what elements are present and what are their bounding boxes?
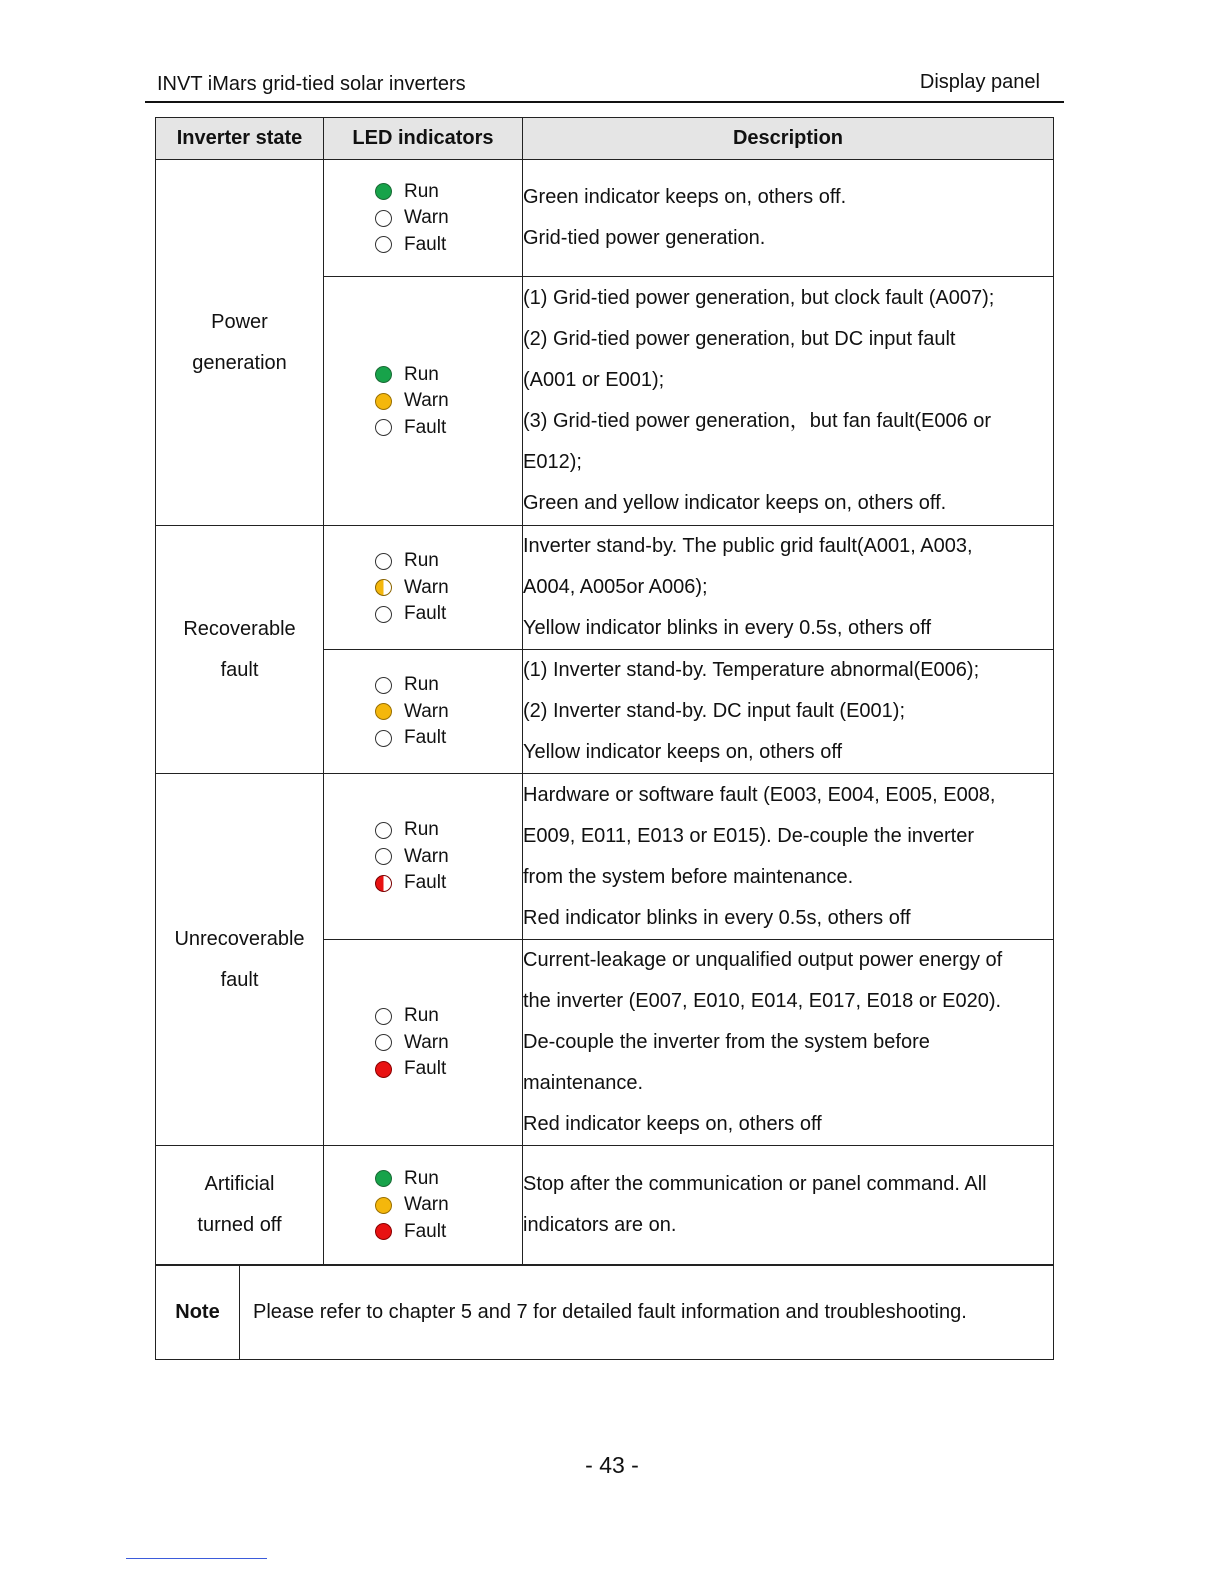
led-fault bbox=[375, 1218, 471, 1245]
led-label: Warn bbox=[404, 207, 449, 228]
description-line: Inverter stand-by. The public grid fault(A001, A003, bbox=[523, 535, 973, 557]
led-run-icon bbox=[375, 822, 392, 839]
description-line: Grid-tied power generation. bbox=[523, 227, 766, 249]
description-line: Green and yellow indicator keeps on, others off. bbox=[523, 492, 947, 514]
led-label: Warn bbox=[404, 1031, 449, 1053]
led-warn-icon bbox=[375, 579, 392, 596]
description-line: (1) Inverter stand-by. Temperature abnormal(E006); bbox=[523, 659, 980, 681]
led-warn bbox=[375, 1029, 471, 1056]
state-line: fault bbox=[220, 968, 259, 991]
led-label: Fault bbox=[404, 416, 447, 438]
description-cell bbox=[523, 650, 1054, 774]
description-cell bbox=[523, 277, 1054, 526]
state-line: Recoverable bbox=[183, 617, 296, 640]
led-fault bbox=[375, 601, 471, 628]
header-led-indicators: LED indicators bbox=[324, 118, 523, 160]
led-label: Run bbox=[404, 180, 439, 202]
description-cell bbox=[523, 160, 1054, 277]
description-line: Stop after the communication or panel command. All bbox=[523, 1173, 987, 1195]
description-line: (3) Grid-tied power generation，but fan fault(E006 or bbox=[523, 410, 992, 432]
led-cell bbox=[324, 650, 523, 774]
description-line: De-couple the inverter from the system before bbox=[523, 1031, 930, 1053]
led-warn-icon bbox=[375, 703, 392, 720]
description-line: (2) Inverter stand-by. DC input fault (E001); bbox=[523, 700, 906, 722]
state-unrecoverable-fault bbox=[156, 774, 324, 1146]
led-cell bbox=[324, 774, 523, 940]
led-warn-icon bbox=[375, 210, 392, 227]
led-warn-icon bbox=[375, 1034, 392, 1051]
led-group bbox=[375, 548, 471, 628]
led-label: Warn bbox=[404, 700, 449, 722]
note-label: Note bbox=[156, 1266, 240, 1360]
led-run-icon bbox=[375, 1008, 392, 1025]
led-cell bbox=[324, 1146, 523, 1265]
led-warn bbox=[375, 843, 471, 870]
description-line: from the system before maintenance. bbox=[523, 865, 854, 888]
led-run-icon bbox=[375, 366, 392, 383]
table-header-row bbox=[156, 118, 1054, 160]
state-line: Power bbox=[211, 310, 268, 333]
page-number: - 43 - bbox=[585, 1452, 639, 1478]
led-fault-icon bbox=[375, 730, 392, 747]
led-cell bbox=[324, 160, 523, 277]
led-label: Fault bbox=[404, 872, 447, 893]
description-line: maintenance. bbox=[523, 1072, 644, 1094]
led-group bbox=[375, 361, 471, 441]
led-label: Run bbox=[404, 674, 439, 695]
table-row bbox=[156, 526, 1054, 650]
state-line: fault bbox=[220, 658, 259, 681]
led-group bbox=[375, 817, 471, 897]
description-line: (1) Grid-tied power generation, but clock fault (A007); bbox=[523, 287, 995, 309]
header-section: Display panel bbox=[919, 71, 1040, 93]
description-line: Green indicator keeps on, others off. bbox=[523, 186, 847, 208]
description-line: Red indicator blinks in every 0.5s, others off bbox=[523, 906, 911, 929]
state-line: turned off bbox=[197, 1214, 282, 1236]
led-label: Fault bbox=[404, 727, 447, 748]
led-fault bbox=[375, 414, 471, 441]
led-fault-icon bbox=[375, 236, 392, 253]
description-line: Current-leakage or unqualified output power energy of bbox=[523, 949, 1003, 971]
led-status-table bbox=[155, 117, 1054, 1265]
led-label: Warn bbox=[404, 576, 449, 598]
description-line: indicators are on. bbox=[523, 1214, 677, 1236]
led-label: Warn bbox=[404, 390, 449, 411]
led-label: Fault bbox=[404, 603, 447, 624]
state-line: Unrecoverable bbox=[174, 927, 305, 950]
description-line: Red indicator keeps on, others off bbox=[523, 1113, 822, 1135]
led-cell bbox=[324, 526, 523, 650]
led-warn bbox=[375, 388, 471, 415]
footer-rule bbox=[126, 1558, 267, 1559]
led-label: Fault bbox=[404, 1220, 447, 1242]
led-fault-icon bbox=[375, 875, 392, 892]
description-cell bbox=[523, 774, 1054, 940]
led-label: Run bbox=[404, 1167, 439, 1189]
led-fault bbox=[375, 1056, 471, 1083]
state-recoverable-fault bbox=[156, 526, 324, 774]
led-cell bbox=[324, 940, 523, 1146]
led-warn-icon bbox=[375, 848, 392, 865]
led-warn bbox=[375, 574, 471, 601]
table-row bbox=[156, 774, 1054, 940]
table-row bbox=[156, 1146, 1054, 1265]
led-warn bbox=[375, 698, 471, 725]
led-group bbox=[375, 1165, 471, 1245]
led-label: Fault bbox=[404, 233, 447, 255]
header-inverter-state: Inverter state bbox=[156, 118, 324, 160]
led-warn bbox=[375, 1192, 471, 1219]
led-group bbox=[375, 672, 471, 752]
state-power-generation bbox=[156, 160, 324, 526]
description-line: the inverter (E007, E010, E014, E017, E018 or E020). bbox=[523, 990, 1002, 1012]
description-line: Yellow indicator keeps on, others off bbox=[523, 741, 843, 763]
description-line: A004, A005or A006); bbox=[523, 576, 708, 598]
description-line: (2) Grid-tied power generation, but DC input fault bbox=[523, 328, 956, 350]
led-run bbox=[375, 361, 471, 388]
led-run bbox=[375, 548, 471, 575]
led-cell bbox=[324, 277, 523, 526]
led-run bbox=[375, 1165, 471, 1192]
led-run bbox=[375, 672, 471, 699]
led-run-icon bbox=[375, 1170, 392, 1187]
note-text: Please refer to chapter 5 and 7 for detailed fault information and troubleshooting. bbox=[240, 1266, 1054, 1360]
description-line: Hardware or software fault (E003, E004, E005, E008, bbox=[523, 783, 996, 806]
led-warn bbox=[375, 205, 471, 232]
header-description: Description bbox=[523, 118, 1054, 160]
led-fault-icon bbox=[375, 606, 392, 623]
led-fault-icon bbox=[375, 1223, 392, 1240]
led-label: Run bbox=[404, 363, 439, 385]
led-run bbox=[375, 178, 471, 205]
note-table bbox=[155, 1265, 1054, 1360]
state-line: Artificial bbox=[204, 1173, 275, 1195]
led-run bbox=[375, 817, 471, 844]
led-group bbox=[375, 178, 471, 258]
led-label: Warn bbox=[404, 1194, 449, 1215]
led-fault-icon bbox=[375, 1061, 392, 1078]
led-label: Fault bbox=[404, 1058, 447, 1079]
led-label: Run bbox=[404, 1005, 439, 1026]
description-line: E012); bbox=[523, 451, 582, 473]
description-cell bbox=[523, 1146, 1054, 1265]
led-run-icon bbox=[375, 553, 392, 570]
description-line: Yellow indicator blinks in every 0.5s, others off bbox=[523, 617, 931, 639]
led-warn-icon bbox=[375, 1197, 392, 1214]
led-label: Warn bbox=[404, 845, 449, 867]
led-label: Run bbox=[404, 550, 439, 571]
state-artificial-turned-off bbox=[156, 1146, 324, 1265]
led-group bbox=[375, 1003, 471, 1083]
header-divider bbox=[145, 101, 1064, 103]
note-row bbox=[156, 1266, 1054, 1360]
led-run-icon bbox=[375, 677, 392, 694]
table-row bbox=[156, 160, 1054, 277]
description-line: E009, E011, E013 or E015). De-couple the inverter bbox=[523, 824, 975, 847]
led-fault bbox=[375, 870, 471, 897]
led-warn-icon bbox=[375, 393, 392, 410]
led-fault bbox=[375, 231, 471, 258]
state-line: generation bbox=[192, 351, 287, 374]
led-label: Run bbox=[404, 819, 439, 840]
led-fault-icon bbox=[375, 419, 392, 436]
description-cell bbox=[523, 940, 1054, 1146]
header-title: INVT iMars grid-tied solar inverters bbox=[157, 73, 466, 95]
led-fault bbox=[375, 725, 471, 752]
led-run bbox=[375, 1003, 471, 1030]
description-cell bbox=[523, 526, 1054, 650]
description-line: (A001 or E001); bbox=[523, 369, 665, 391]
led-run-icon bbox=[375, 183, 392, 200]
